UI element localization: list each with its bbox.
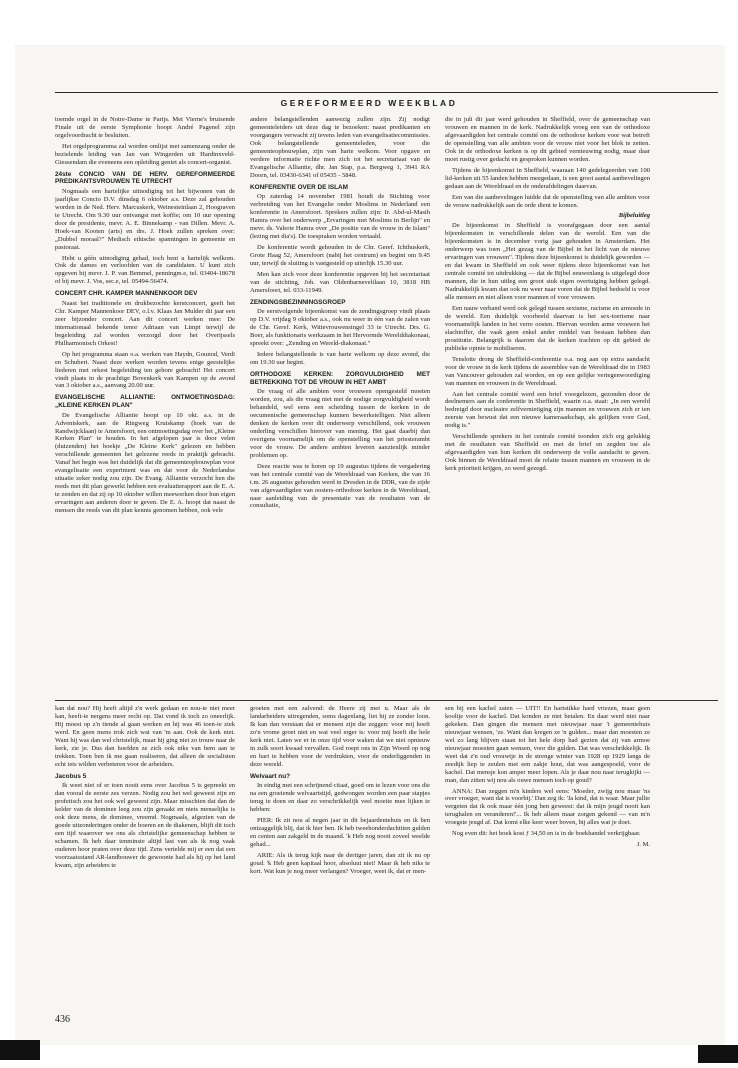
paragraph: De vraag of alle ambten voor vrouwen opengesteld moeten worden, zou, als die vraag niet met de nodige zorgvuldigheid wordt behandeld, wel eens een scheiding tussen de kerken in de oecumenische gemeenschap kunnen bewerkstelligen. Niet alleen denken de kerken over dit onderwerp verschillend, ook vrouwen onderling verschillen hierover van mening. Het gaat daarbij dan overigens voornamelijk om de openstelling van het priesterambt voor de vrouw. De andere ambten leveren aanzienlijk minder problemen op. <box>250 388 430 459</box>
header-rule <box>55 92 718 93</box>
paragraph: De eerstvolgende bijeenkomst van de zendingsgroep vindt plaats op D.V. vrijdag 9 oktober a.s., ook nu weer in één van de zalen van de Chr. Geref. Kerk, Wittevrouwensingel 33 te Utrecht. Drs. G. Boer, als funktionaris werkzaam in het Hervormde Werelddiakonaat, spreekt over: „Zending en Wereld-diakonaat." <box>250 308 430 348</box>
paragraph: Deze reactie was te horen op 19 augustus tijdens de vergadering van het centrale comité van de Wereldraad van Kerken, die van 16 t.m. 26 augustus gehouden werd in Dresden in de DDR, van de zijde van afgevaardigden van oosters-orthodoxe kerken in de Wereldraad, naar aanleiding van de presentatie van de resultaten van de consultatie, <box>250 462 430 510</box>
paragraph: Nogmaals een hartelijke uitnodiging tot het bijwonen van de jaarlijkse Concio D.V. dinsdag 6 oktober a.s. Deze zal gehouden worden in de Ned. Herv. Marcuskerk, Weinesteinlaan 2, Hoograven te Utrecht. Om 9.30 uur ontvangst met koffie; om 10 uur opening door de presidente, mevr. A. E. Binnekamp - van Dillen. Mevr. A. Hoek-van Kooten (arts) en drs. J. Hoek zullen spreken over: „Dubbel moraal?" Medisch ethische spanningen in gemeente en pastoraat. <box>55 187 235 251</box>
paragraph: Verschillende sprekers in het centrale comité toonden zich erg gelukkig met de resultaten van Sheffield en met de brief en zegden toe als afgevaardigden van hun kerken dit onderwerp de volle aandacht te geven. Ook binnen de Wereldraad moet de relatie tussen mannen en vrouwen in de kerk prioriteit krijgen, zo werd gezegd. <box>445 433 650 473</box>
article-heading: ORTHODOXE KERKEN: ZORGVULDIGHEID MET BETREKKING TOT DE VROUW IN HET AMBT <box>250 370 430 386</box>
binding-edge <box>0 1040 40 1060</box>
paragraph: Op het programma staan o.a. werken van Haydn, Gounod, Verdi en Schubert. Naast deze werken worden tevens enige geestelijke liederen met orkest begeleiding ten gehore gebracht! Het concert vindt plaats in de prachtige Bovenkerk van Kampen op de avond van 3 oktober a.s., aanvang 20.00 uur. <box>55 350 235 390</box>
paragraph: Naast het traditionele en drukbezochte kerstconcert, geeft het Chr. Kamper Mannenkoor DEV, o.l.v. Klaas Jan Mulder dit jaar een zeer bijzonder concert. Aan dit concert werken mee: De internationaal bekende tenor Adriaan van Limpt terwijl de begeleiding zal worden verzorgd door het Overijssels Philharmonisch Orkest! <box>55 299 235 347</box>
paragraph: die in juli dit jaar werd gehouden in Sheffield, over de gemeenschap van vrouwen en mannen in de kerk. Nadrukkelijk vroeg een van de orthodoxe afgevaardigden het centrale comité om de orthodoxe kerken voor wat betreft de openstelling van alle ambten voor de vrouw niet voor het blok te zetten. Ook in de orthodoxe kerken is op dit gebied vernieuwing nodig, maar daar moet rustig over gedacht en gesproken kunnen worden. <box>445 116 650 163</box>
bottom-column-1 <box>55 705 235 1000</box>
paragraph: De Evangelische Alliantie hoopt op 10 okt. a.s. in de Adventskerk, aan de Ringweg Kruiskamp (hoek van de Randwijcklaan) te Amersfoort, een ontmoetingsdag over het „Kleine Kerken Plan" te houden. In het afgelopen jaar is door velen (duizenden) het boekje „De Kleine Kerk" gelezen en hebben verschillende gemeenten het gelezene reeds in praktijk gebracht. Vanaf het begin was het duidelijk dat dit gemeenteopbouwplan voor evangelisatie een experiment was en dat voor de Nederlandse situatie zeker nodig zou zijn. De Evang. Alliantie verzocht hen die reeds met dit plan gewerkt hebben een evaluatierapport aan de E. A. te zenden en dat zij op 10 oktober willen meewerken door hun eigen ervaringen aan anderen door te geven. De E. A. hoopt dat naast de mensen die reeds van dit plan kennis genomen hebben, ook vele <box>55 411 235 515</box>
paragraph: Het orgelprogramma zal worden omlijst met samenzang onder de bezielende leiding van Jan van Wingerden uit Hardinxveld-Giessendam die eveneens een opleiding geniet als concert-organist. <box>55 142 235 166</box>
paragraph: Op zaterdag 14 november 1981 houdt de Stichting voor verbreiding van het Evangelie onder Moslims in Nederland een konferentie in Amersfoort. Sprekers zullen zijn: Ir. Abd-ul-Masih Hamra over het onderwerp „Ervaringen met Moslims in Berlijn" en mevr. ds. Valerie Hamra over „De positie van de vrouw in de Islam" (lezing met dia's). De toespraken worden vertaald. <box>250 193 430 240</box>
paragraph: Hebt u géén uitnodiging gehad, toch bent u hartelijk welkom. Ook de dames en verloofden van de candidaten. U kunt zich opgeven bij mevr. J. P. van Bemmel, penningm.e, tel. 03404-18678 of bij mevr. J. Vos, sec.e, tel. 05494-56474. <box>55 254 235 286</box>
article-heading: CONCERT CHR. KAMPER MANNENKOOR DEV <box>55 290 198 298</box>
section-rule <box>55 700 718 701</box>
column-3 <box>445 116 650 696</box>
binding-edge <box>698 1045 738 1063</box>
paragraph: sen bij een kachel zaten — UIT!! En hartstikke hard vriezen, maar geen koolije voor de kachel. Dat konden ze niet betalen. En daar werd niet naar gekeken. Dan gingen die mensen met nieuwjaar naar 't gemeentehuis nieuwjaar wensen, 'ze. Want dan kregen ze 'n gulden... maar dan moesten ze wel zo lang blijven staan tot het hele dorp had gezien dat zij van armoe nieuwjaar moesten gaan wensen, voor die gulden. Dat was verschrikkelijk. Ik weet dat z'n oud vrouwtje in de strenge winter van 1928 op 1929 langs de zeedijk liep te zeulen met een zakje hout, dat was aangespoeld, voor de kachel. Dat mensje kon amper meer lopen. Als je daar nou naar terugkijkt — man, dan zitten wij nou als ouwe mensen toch op goud? <box>445 705 650 784</box>
paragraph: toemde orgel in de Notre-Dame te Parijs. Met Vierne's bruisende Finale uit de eerste Symphonie hoopt André Pagenel zijn orgelvoordracht te besluiten. <box>55 116 235 139</box>
paragraph: Een nauw verband werd ook gelegd tussen sexisme, racisme en armoede in de wereld. Een duidelijk voorbeeld daarvan is het sex-toerisme naar voornamelijk landen in het verre oosten. Hiervan worden arme vrouwen het slachtoffer, die vaak geen enkel ander middel van bestaan hebben dan prostitutie. Belangrijk is daarom dat de kerken trachten op dit gebied de publieke opinie te mobiliseren. <box>445 304 650 352</box>
page-number: 436 <box>55 1014 70 1025</box>
article-heading: Welvaart nu? <box>250 772 291 780</box>
masthead: GEREFORMEERD WEEKBLAD <box>280 98 458 108</box>
paragraph: Nog even dit: het boek kost ƒ 34,50 en is in de boekhandel verkrijgbaar. <box>452 830 641 838</box>
paragraph: ARIE: Als ik terug kijk naar de dertiger jaren, dan zit ik nu op goud. 'k Heb geen kapitaal hoor, absoluut niet! Maar ik heb niks te kort. Wat kun je nog meer verlangen? Vroeger, weet ik, dat er men- <box>250 851 430 875</box>
article-heading: ZENDINGSBEZINNINGSGROEP <box>250 298 346 306</box>
bottom-column-3 <box>445 705 650 1000</box>
paragraph: kan dat nou? Hij heeft altijd z'n werk gedaan en nou-ie niet meer kan, heeft-ie nergens meer recht op. Dat vond ik toch zo oneerlijk. Hij moest op z'n tiende al gaan werken en hij was 46 toen-ie ziek werd. En geen mens trok zich wat van 'm aan. Ook de kerk niet. Want hij was dan wel christelijk, maar hij ging niet zo trouw naar de kerk, zie je. Dus dan hoefden ze zich ook niks van hem aan te trekken. Toen ben ik me gaan realiseren, dat alleen de socialisten echt iets wilden verbeteren voor de arbeiders. <box>55 705 235 768</box>
signature-initials: J. M. <box>636 841 650 849</box>
paragraph: andere belangstellenden aanwezig zullen zijn. Zij nodigt gemeenteleiders uit deze dag te bezoeken: naast predikanten en voorgangers verwacht zij tevens leden van evangelisatiecommissies. Ook belangstellende gemeenteleden, voor die gemeenteopbouwplan, zijn van harte welkom. Voor opgave en verdere informatie richte men zich tot het secretariaat van de Evangelische Alliantie, dhr. Jan Stap, p.a. Bergweg 1, 3941 RA Doorn, tel. 03430-6341 of 05435 - 5848. <box>250 116 430 179</box>
paragraph: Tenslotte drong de Sheffield-conferentie o.a. nog aan op extra aandacht voor de vrouw in de kerk tijdens de assemblee van de Wereldraad die in 1983 van Vancouver gehouden zal worden, en op een gelijke vertegenwoordiging van mannen en vrouwen in de Wereldraad. <box>445 355 650 387</box>
paragraph: De konferentie wordt gehouden in de Chr. Geref. Ichthuskerk, Grote Haag 52, Amersfoort (nabij het centrum) en begint om 9.45 uur, terwijl de sluiting is vastgesteld op uiterlijk 15.30 uur. <box>250 243 430 267</box>
paragraph: Een van die aanbevelingen luidde dat de openstelling van alle ambten voor de vrouw nadrukkelijk aan de orde dient te komen. <box>445 193 650 209</box>
paragraph: Tijdens de bijeenkomst in Sheffield, waaraan 140 gedelegeerden van 100 lid-kerken uit 55 landen hebben meegedaan, is een groot aantal aanbevelingen gedaan aan de Wereldraad en de onderafdelingen daarvan. <box>445 166 650 190</box>
paragraph: Ik weet niet of er toen nooit eens over Jacobus 5 is gepreekt en dan vooral de eerste zes verzen. Nodig zou het wel geweest zijn en profetisch zou het ook wel geweest zijn. Maar misschien dat dan de kelder van de dominee leeg zou zijn geraakt en niets menselijks is ook deze mens, de dominee, vreemd. Nogmaals, afgezien van de goede uitzonderingen onder de boeren en de diakenen, blijft dit toch een tijd waarover we ons als christelijke gemeenschap hebben te schamen. Ik heb daar tenminste altijd last van als ik nog vaak ouderen hoor praten over deze tijd. Zens vertelde mij er een dat een voorzaatsstand AR-landbouwer de gewoonte had als hij op het land kwam, zijn arbeiders te <box>55 782 235 869</box>
subheading: Bijbeluitleg <box>618 212 650 220</box>
bottom-column-2 <box>250 705 430 1000</box>
column-2 <box>250 116 430 696</box>
paragraph: groeten met een zalvend: de Heere zij met u. Maar als de landarbeiders uitregenden, soms dagenlang, liet hij ze zonder loon. Ik kan dan verstaan dat er mensen zijn die zeggen: voor mij hoeft zo'n vrome groet niet en wat veel erger is: voor mij hoeft die hele kerk niet. Laten we er in onze tijd voor waken dat we niet opnieuw in zulk soort kwaad vervallen. God roept ons in Zijn Woord op nog en hart te hebben voor de verdrukten, voor de onderliggenden in deze wereld. <box>250 705 430 768</box>
article-heading: KONFERENTIE OVER DE ISLAM <box>250 183 348 191</box>
paragraph: Men kan zich voor deze konferentie opgeven bij het secretariaat van de stichting, Joh. van Oldenbarneveltlaan 10, 3818 HB Amersfoort, tel. 033-11949. <box>250 270 430 294</box>
article-heading: EVANGELISCHE ALLIANTIE: ONTMOETINGSDAG: „KLEINE KERKEN PLAN" <box>55 394 235 410</box>
paragraph: De bijeenkomst in Sheffield is voorafgegaan door een aantal bijeenkomsten in verschillende delen van de wereld. Een van die bijeenkomsten is in december vorig jaar gehouden in Amsterdam. Het onderwerp was toen „Het gezag van de Bijbel in het licht van de nieuwe ervaringen van vrouwen". Tijdens deze bijeenkomst is duidelijk geworden — en dat kwam in Sheffield en ook weer tijdens deze bijeenkomst van het centrale comité tot uitdrukking — dat de Bijbel eeuwenlang is uitgelegd door mannen, die in hun uitleg een groot stuk eigen overtuiging hebben gelegd. Nadrukkelijk kwam dan ook nu weer naar voren dat de Bijbel bedoeld is voor alle mensen en niet alleen voor mannen of voor vrouwen. <box>445 222 650 302</box>
column-1 <box>55 116 235 696</box>
article-heading: 24ste CONCIO VAN DE HERV. GEREFORMEERDE PREDIKANTSVROUWEN TE UTRECHT <box>55 170 235 186</box>
paragraph: ANNA: Dan zeggen m'n kinders wel eens: 'Moeder, zwijg nou maar 'ns over vroeger, want dat is voorbij.' Dan zeg ik: 'Ja kind, dat is waar. Maar jullie vergeten dat ik ook maar één jong ben geweest: dat ik mijn jeugd nooit kan terughalen en veranderen!'... Ik heb alleen maar zorgen gekend — van m'n vroegste jeugd af. Dat komt elke keer weer boven, bij alles wat je doet. <box>445 787 650 827</box>
paragraph: PIER: Ik zit nou al negen jaar in dit bejaardentehuis en ik ben ontzaggelijk blij, dat ik hier ben. Ik heb tweehonderdachttien gulden en centen aan zakgeld in de maand. 'k Heb nog nooit zoveel weelde gehad... <box>250 817 430 848</box>
paragraph: Iedere belangstellende is van harte welkom op deze avond, die om 19.30 uur begint. <box>250 351 430 366</box>
article-heading: Jacobus 5 <box>55 772 87 780</box>
paragraph: In eindig met een schrijnend citaat, goed om te lezen voor ons die na een groeiende welvaartstijd, gedwongen worden een paar stapjes terug te doen en daar zo verschrikkelijk veel moeite mee lijken te hebben: <box>250 782 430 814</box>
paragraph: Aan het centrale comité werd een brief voorgelezen, gezonden door de deelnemers aan de conferentie in Sheffield, waarin o.a. staat: „In een wereld bedreigd door nucleaire zelfvernietiging zijn mannen en vrouwen zich er ten zeerste van bewust dat een nieuwe kameraadschap, als gelijken voor God, nodig is." <box>445 390 650 430</box>
